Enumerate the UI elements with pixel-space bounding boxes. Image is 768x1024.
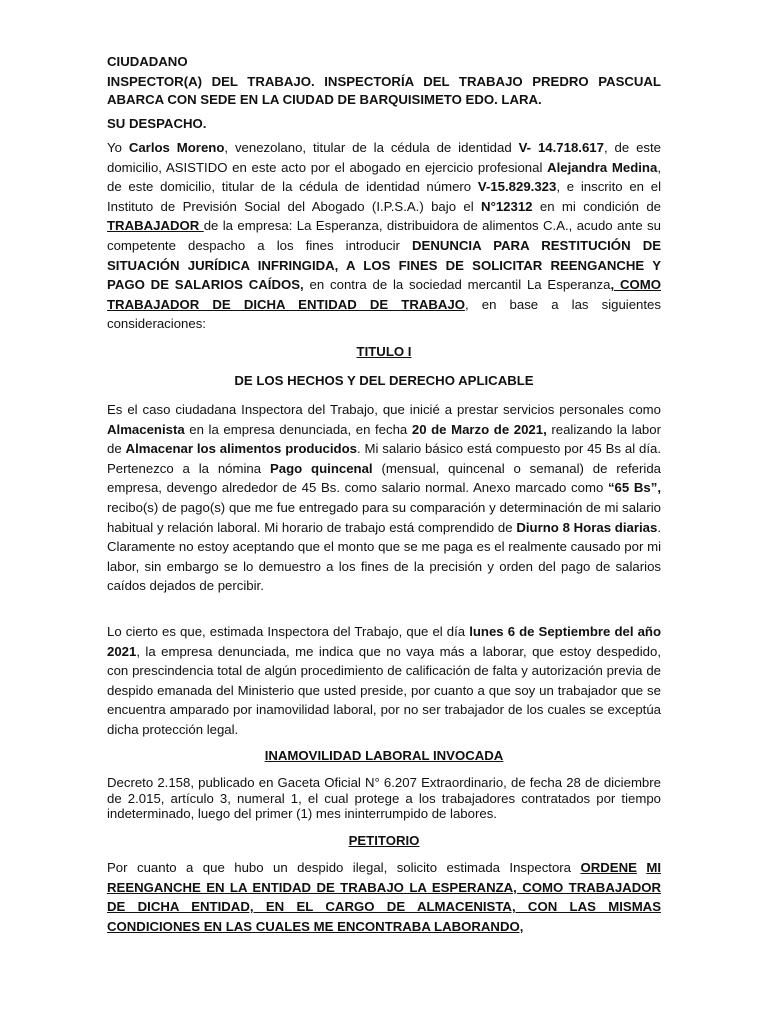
petitorio-paragraph	[107, 858, 661, 936]
despacho-line: SU DESPACHO.	[107, 116, 207, 131]
text-run: , de este domicilio, ASISTIDO en este acto por el abogado en ejercicio profesional	[107, 140, 662, 175]
section-title-titulo: TITULO I	[356, 344, 412, 359]
text-run: , e inscrito en el Instituto de Previsión Social del Abogado (I.P.S.A.) bajo el	[107, 179, 662, 214]
inspector-heading: INSPECTOR(A) DEL TRABAJO. INSPECTORÍA DEL TRABAJO PREDRO PASCUAL ABARCA CON SEDE EN LA CIUDAD DE BARQUISIMETO EDO. LARA.	[107, 74, 661, 107]
addressee-line: CIUDADANO	[107, 54, 188, 69]
text-run: realizando la labor de	[107, 421, 661, 457]
text-run: Lo cierto es que, estimada Inspectora del Trabajo, que el día	[107, 624, 470, 639]
text-run: Es el caso ciudadana Inspectora del Trabajo, que inicié a prestar servicios personales como	[107, 402, 661, 417]
section-title-inamovilidad: INAMOVILIDAD LABORAL INVOCADA	[264, 748, 504, 763]
text-run: Por cuanto a que hubo un despido ilegal, solicito estimada Inspectora	[107, 860, 581, 875]
emphasis-run: Diurno 8 Horas diarias	[516, 519, 658, 535]
text-run: , la empresa denunciada, me indica que no vaya más a laborar, que estoy despedido, con prescindencia total de algún procedimiento de calificación de falta y autorización previa de despido emanada del Ministerio que usted preside, por cuanto a que soy un trabajador que se encuentra amparado por inamovilidad laboral, por no ser trabajador de los cuales se exceptúa dicha protección legal.	[107, 643, 661, 737]
text-run: de la empresa: La Esperanza, distribuidora de alimentos C.A., acudo ante su competente despacho a los fines introducir	[107, 218, 661, 253]
emphasis-run: Carlos Moreno	[128, 140, 225, 155]
section-subtitle-hechos: DE LOS HECHOS Y DEL DERECHO APLICABLE	[234, 373, 534, 388]
intro-paragraph	[107, 138, 661, 334]
text-run: recibo(s) de pago(s) que me fue entregado para su comparación y determinación de mi salario habitual y relación laboral. Mi horario de trabajo está comprendido de	[107, 499, 661, 535]
emphasis-run: Almacenar los alimentos producidos	[125, 441, 357, 457]
text-run: . Mi salario básico está compuesto por 45 Bs al día. Pertenezco a la nómina	[107, 441, 662, 476]
emphasis-run: Alejandra Medina	[547, 159, 658, 175]
text-run: . Claramente no estoy aceptando que el monto que se me paga es el realmente causado por mi labor, sin embargo se lo demuestro a los fines de la precisión y orden del pago de salarios caídos dejados de percibir.	[107, 519, 661, 594]
facts-paragraph-1	[107, 400, 661, 596]
text-run: , de este domicilio, titular de la cédula de identidad número	[107, 159, 661, 195]
emphasis-run: DENUNCIA PARA RESTITUCIÓN DE SITUACIÓN JURÍDICA INFRINGIDA, A LOS FINES DE SOLICITAR REENGANCHE Y PAGO DE SALARIOS CAÍDOS,	[107, 237, 662, 293]
emphasis-run: TRABAJADOR	[107, 218, 204, 234]
text-run	[637, 860, 646, 875]
text-run: , en base a las siguientes consideraciones:	[107, 296, 661, 332]
emphasis-run: MI REENGANCHE EN LA ENTIDAD DE TRABAJO LA ESPERANZA, COMO TRABAJADOR DE DICHA ENTIDAD, EN EL CARGO DE ALMACENISTA, CON LAS MISMAS CONDICIONES EN LAS CUALES ME ENCONTRABA LABORANDO,	[107, 860, 661, 934]
emphasis-run: 20 de Marzo de 2021,	[411, 421, 547, 437]
emphasis-run: , COMO TRABAJADOR DE DICHA ENTIDAD DE TRABAJO	[107, 277, 661, 312]
text-run: (mensual, quincenal o semanal) de referida empresa, devengo alrededor de 45 Bs. como salario normal. Anexo marcado como	[107, 460, 661, 496]
text-run: en la empresa denunciada, en fecha	[184, 421, 412, 437]
emphasis-run: V-15.829.323	[477, 179, 557, 195]
emphasis-run: “65 Bs”,	[607, 480, 661, 496]
emphasis-run: lunes 6 de Septiembre del año 2021	[107, 624, 662, 659]
emphasis-run: V- 14.718.617	[518, 140, 604, 155]
facts-paragraph-2	[107, 622, 661, 740]
emphasis-run: Pago quincenal	[269, 460, 373, 476]
text-run: , venezolano, titular de la cédula de identidad	[224, 140, 519, 155]
text-run: en mi condición de	[532, 198, 661, 214]
text-run: Yo	[107, 140, 129, 155]
section-title-petitorio: PETITORIO	[348, 833, 420, 848]
inamovilidad-paragraph: Decreto 2.158, publicado en Gaceta Oficial N° 6.207 Extraordinario, de fecha 28 de diciembre de 2.015, artículo 3, numeral 1, el cual protege a los trabajadores contratados por tiempo indeterminado, luego del primer (1) mes ininterrumpido de labores.	[107, 775, 661, 821]
emphasis-run: Almacenista	[107, 421, 185, 437]
text-run: en contra de la sociedad mercantil La Esperanza	[303, 277, 611, 293]
emphasis-run: N°12312	[481, 198, 533, 214]
emphasis-run: ORDENE	[580, 860, 637, 875]
